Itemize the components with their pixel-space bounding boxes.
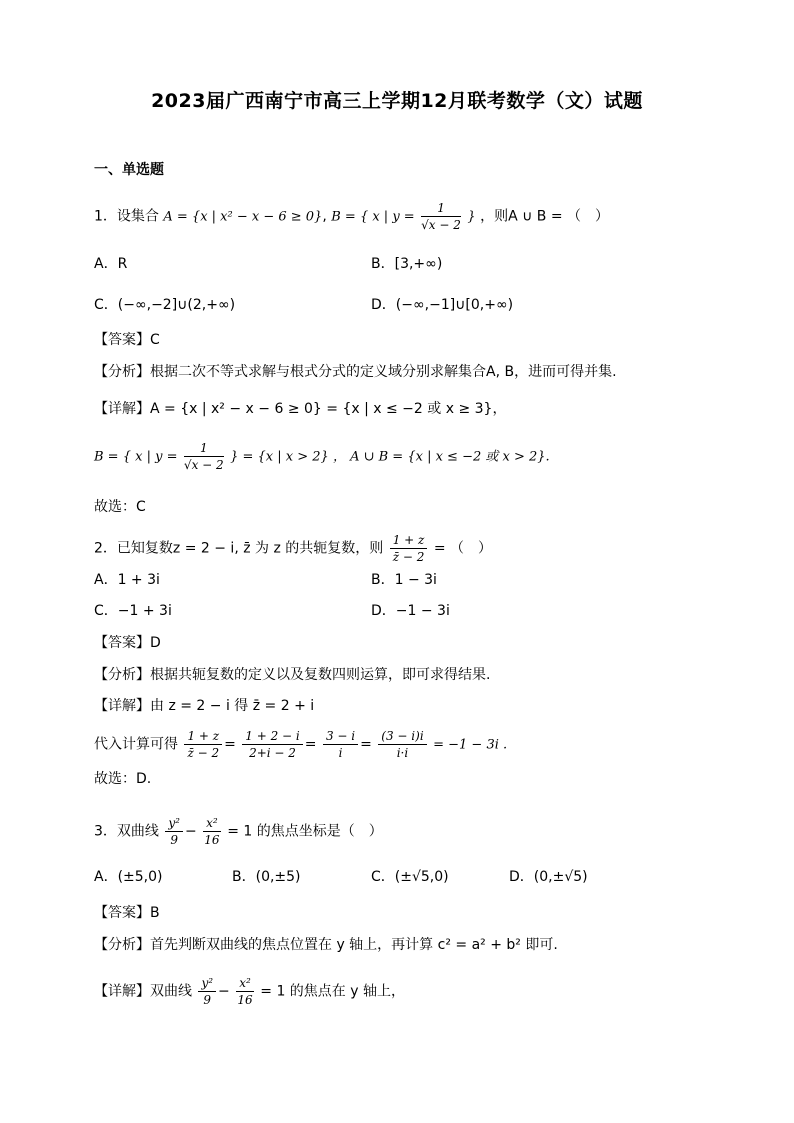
q2-analysis: 【分析】根据共轭复数的定义以及复数四则运算，即可求得结果. — [94, 667, 491, 683]
q2-option-c: C．−1 + 3i — [94, 603, 172, 619]
q2-answer: 【答案】D — [94, 635, 161, 651]
q2-option-d: D．−1 − 3i — [371, 603, 450, 619]
q2-detail2-fraction-4 — [378, 728, 426, 761]
q1-detail-1: 【详解】A = {x | x² − x − 6 ≥ 0} = {x | x ≤ −2 或 x ≥ 3}， — [94, 401, 507, 417]
q3-option-a: A．(±5,0) — [94, 869, 163, 885]
q2-detail2-fraction-3 — [323, 728, 358, 761]
q3-detail-fraction-2 — [236, 975, 254, 1008]
q1-set-a: A = {x | x² − x − 6 ≥ 0} — [163, 209, 323, 225]
q2-option-b: B．1 − 3i — [371, 572, 437, 588]
q3-stem-suffix: = 1 的焦点坐标是（ ） — [227, 823, 383, 840]
q3-stem-fraction-2 — [203, 815, 221, 848]
q1-conclusion: 故选：C — [94, 499, 146, 515]
q2-detail2-f3-numerator: 3 − i — [323, 728, 358, 745]
q2-stem-prefix: 2．已知复数z = 2 − i, z̄ 为 z 的共轭复数，则 — [94, 540, 384, 557]
q2-detail2-prefix: 代入计算可得 — [94, 736, 178, 753]
q1-option-a: A．R — [94, 256, 128, 272]
q3-f1-denominator: 9 — [170, 833, 178, 847]
q2-detail2-f1-numerator: 1 + z — [184, 728, 222, 745]
q2-stem — [94, 532, 492, 565]
q1-option-d: D．(−∞,−1]∪[0,+∞) — [371, 297, 514, 313]
q1-detail2-numerator: 1 — [184, 440, 224, 457]
q3-option-d: D．(0,±√5) — [509, 869, 588, 885]
q3-answer: 【答案】B — [94, 905, 160, 921]
q1-stem: 1．设集合 A = {x | x² − x − 6 ≥ 0}, B = { x | y = $\frac{1}{√x - 2}$ } ，则A ∪ B = （ ） — [94, 201, 610, 232]
q2-detail2-f1-denominator: z̄ − 2 — [187, 746, 220, 760]
document-title: 2023届广西南宁市高三上学期12月联考数学（文）试题 — [151, 90, 643, 112]
q3-f2-numerator: x² — [203, 815, 221, 832]
q2-stem-numerator: 1 + z — [390, 532, 428, 549]
q3-stem: 3．双曲线 $\frac{\text{y²}}{9}$ − $\frac{\text{x²}}{16}$ = 1 的焦点坐标是（ ） — [94, 816, 383, 847]
q1-set-b-fraction — [421, 200, 461, 233]
q1-detail-2 — [94, 440, 550, 473]
q3-detail-f2-denominator: 16 — [237, 993, 253, 1007]
q1-set-b-denominator: √x − 2 — [421, 218, 461, 232]
q1-option-b: B．[3,+∞) — [371, 256, 443, 272]
q2-detail2-f2-denominator: 2+i − 2 — [249, 746, 296, 760]
q1-answer: 【答案】C — [94, 332, 160, 348]
q2-detail2-suffix: = −1 − 3i . — [433, 737, 508, 753]
q3-stem-fraction-1 — [165, 815, 183, 848]
q3-option-c: C．(±√5,0) — [371, 869, 449, 885]
q1-detail2-fraction — [184, 440, 224, 473]
q2-detail2-f4-denominator: i·i — [396, 746, 409, 760]
q2-detail2-fraction-2 — [242, 728, 302, 761]
q3-f1-numerator: y² — [165, 815, 183, 832]
q2-detail2-f3-denominator: i — [338, 746, 343, 760]
q1-detail2-lhs: B = { x | y = — [94, 449, 178, 465]
q2-option-a: A．1 + 3i — [94, 572, 160, 588]
q3-detail-f1-numerator: y² — [198, 975, 216, 992]
q3-detail: 【详解】双曲线 $\frac{\text{y²}}{9}$ − $\frac{\text{x²}}{16}$ = 1 的焦点在 y 轴上， — [94, 976, 405, 1007]
q2-detail-2: 代入计算可得 $\frac{1 + z}{z̄ - 2}$ = $\frac{1 + 2 - i}{2+i - 2}$ = $\frac{3 - i}{i}$ = $\frac{(3 - i)i}{i\cdot i}$ = −1 − 3i . — [94, 729, 508, 760]
q3-detail-f2-numerator: x² — [236, 975, 254, 992]
q3-analysis: 【分析】首先判断双曲线的焦点位置在 y 轴上，再计算 c² = a² + b² 即可. — [94, 937, 558, 953]
q3-option-b: B．(0,±5) — [232, 869, 301, 885]
q2-detail2-fraction-1 — [184, 728, 222, 761]
q1-detail2-rhs: } = {x | x > 2} ， A ∪ B = {x | x ≤ −2 或 x > 2}. — [230, 449, 550, 465]
q1-set-b-numerator: 1 — [421, 200, 461, 217]
q3-detail-suffix: = 1 的焦点在 y 轴上， — [260, 983, 405, 1000]
q1-option-c: C．(−∞,−2]∪(2,+∞) — [94, 297, 236, 313]
q2-detail2-f2-numerator: 1 + 2 − i — [242, 728, 302, 745]
q2-detail2-f4-numerator: (3 − i)i — [378, 728, 426, 745]
q3-f2-denominator: 16 — [204, 833, 220, 847]
section-title: 一、单选题 — [94, 162, 164, 178]
q2-conclusion: 故选：D. — [94, 771, 152, 787]
q2-stem-fraction — [390, 532, 428, 565]
q2-stem-denominator: z̄ − 2 — [392, 550, 425, 564]
q1-stem-prefix: 1．设集合 — [94, 208, 159, 225]
q2-stem-suffix: = （ ） — [433, 540, 492, 557]
q3-detail-fraction-1 — [198, 975, 216, 1008]
q1-set-b-rhs: } — [467, 209, 476, 225]
q1-set-b-lhs: B = { x | y = — [331, 209, 415, 225]
q1-detail2-denominator: √x − 2 — [183, 458, 224, 472]
q1-analysis: 【分析】根据二次不等式求解与根式分式的定义域分别求解集合A, B，进而可得并集. — [94, 364, 617, 380]
q3-stem-prefix: 3．双曲线 — [94, 823, 159, 840]
q3-detail-prefix: 【详解】双曲线 — [94, 983, 192, 1000]
q1-stem-suffix: ，则A ∪ B = （ ） — [480, 208, 610, 225]
q2-detail-1: 【详解】由 z = 2 − i 得 z̄ = 2 + i — [94, 698, 315, 714]
q3-detail-f1-denominator: 9 — [203, 993, 212, 1007]
